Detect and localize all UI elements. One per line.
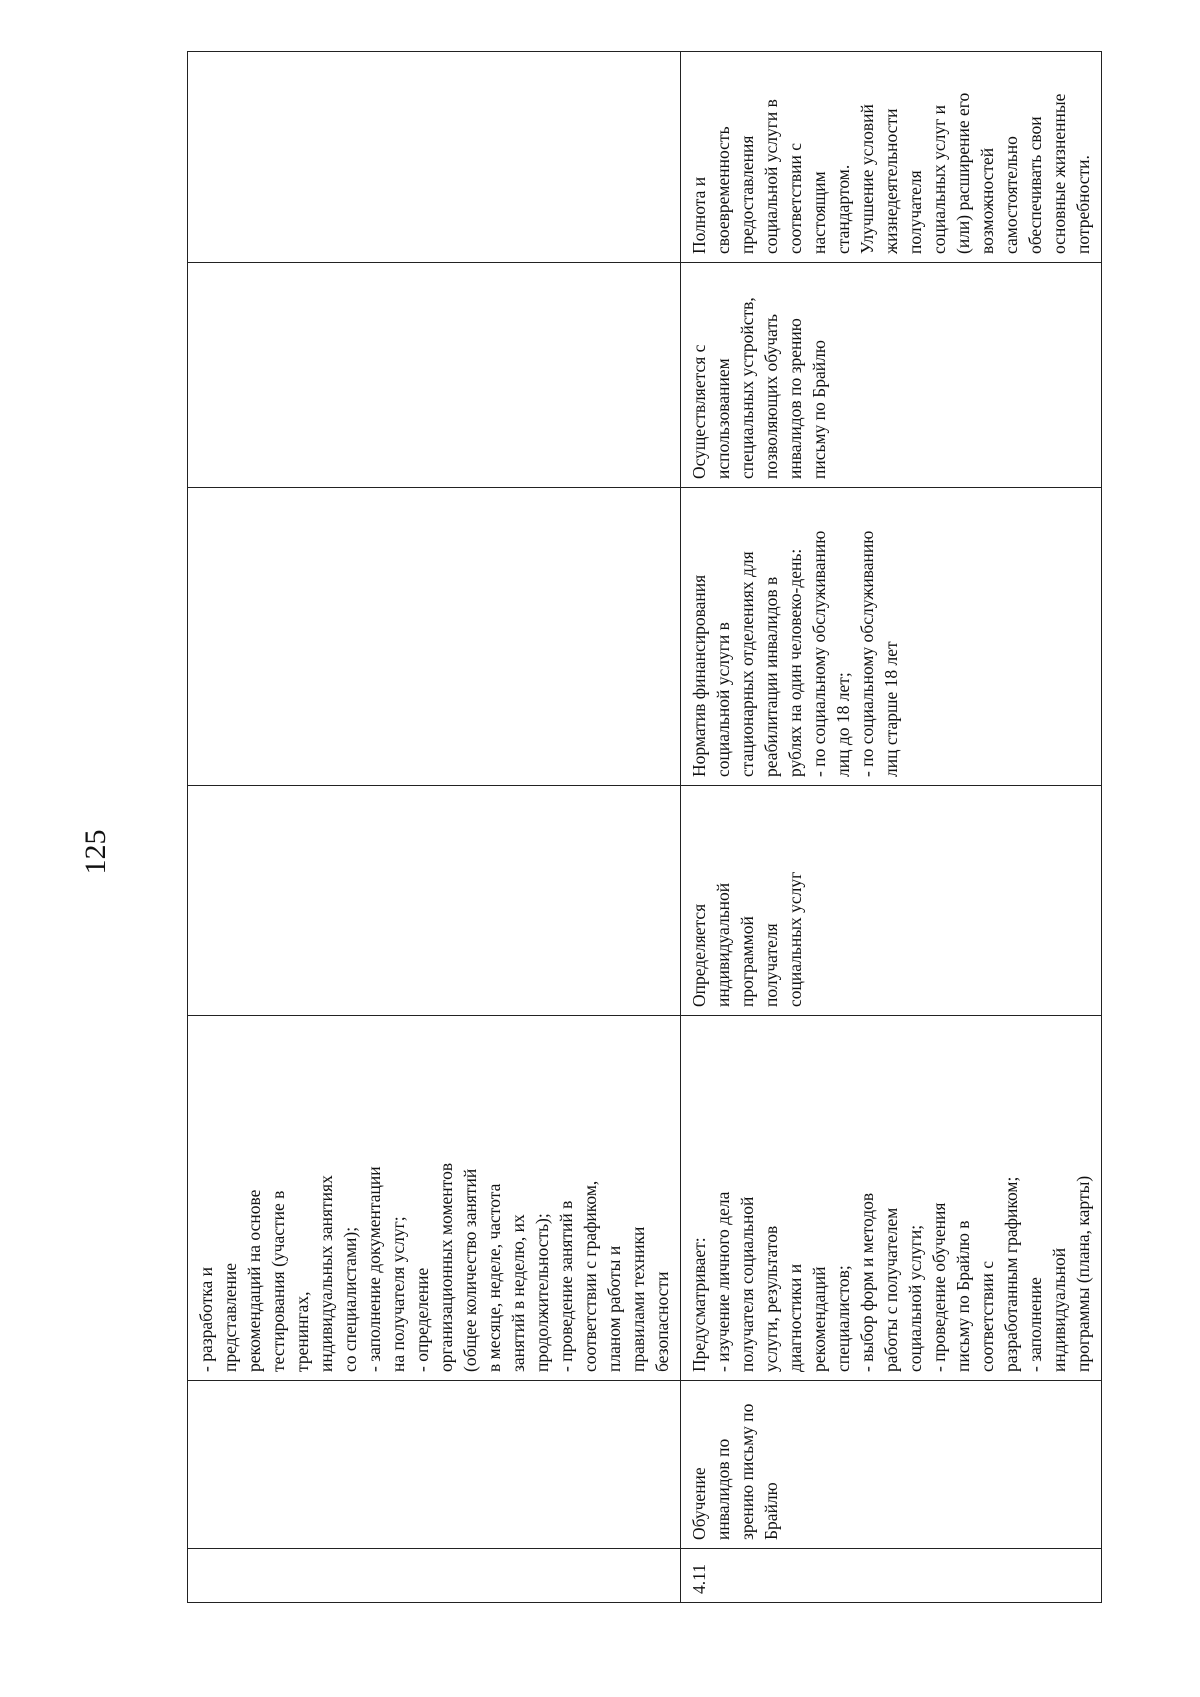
table-row-4-11	[681, 52, 1102, 1603]
cell-content-continued: - разработка и представление рекомендаций на основе тестирования (участие в тренингах, индивидуальных занятиях со специалистами); - заполнение документации на получателя услуг; - определение организационных моментов (общее количество занятий в месяце, неделе, частота занятий в неделю, их продолжительность); - проведение занятий в соответствии с графиком, планом работы и правилами техники безопасности	[188, 1016, 681, 1381]
cell-service-indicators: Полнота и своевременность предоставления социальной услуги в соответствии с настоящим стандартом. Улучшение условий жизнедеятельности получателя социальных услуг и (или) расширение его возможностей самостоятельно обеспечивать свои основные жизненные потребности.	[681, 52, 1102, 263]
cell-indicators-empty	[188, 52, 681, 263]
cell-term-empty	[188, 786, 681, 1016]
cell-norm-empty	[188, 488, 681, 786]
cell-number-empty	[188, 1549, 681, 1603]
cell-service-conditions: Осуществляется с использованием специальных устройств, позволяющих обучать инвалидов по зрению письму по Брайлю	[681, 263, 1102, 488]
page-number: 125	[79, 829, 112, 875]
services-table	[187, 51, 1102, 1603]
cell-conditions-empty	[188, 263, 681, 488]
table-row-continued	[188, 52, 681, 1603]
cell-service-term: Определяется индивидуальной программой получателя социальных услуг	[681, 786, 1102, 1016]
cell-service-content: Предусматривает: - изучение личного дела получателя социальной услуги, результатов диагностики и рекомендаций специалистов; - выбор форм и методов работы с получателем социальной услуги; - проведение обучения письму по Брайлю в соответствии с разработанным графиком; - заполнение индивидуальной программы (плана, карты)	[681, 1016, 1102, 1381]
cell-service-name: Обучение инвалидов по зрению письму по Брайлю	[681, 1381, 1102, 1549]
rotated-table-wrapper	[187, 52, 1096, 1603]
cell-name-empty	[188, 1381, 681, 1549]
cell-service-norm: Норматив финансирования социальной услуги в стационарных отделениях для реабилитации инвалидов в рублях на один человеко-день: - по социальному обслуживанию лиц до 18 лет; - по социальному обслуживанию лиц старше 18 лет	[681, 488, 1102, 786]
cell-number: 4.11	[681, 1549, 1102, 1603]
